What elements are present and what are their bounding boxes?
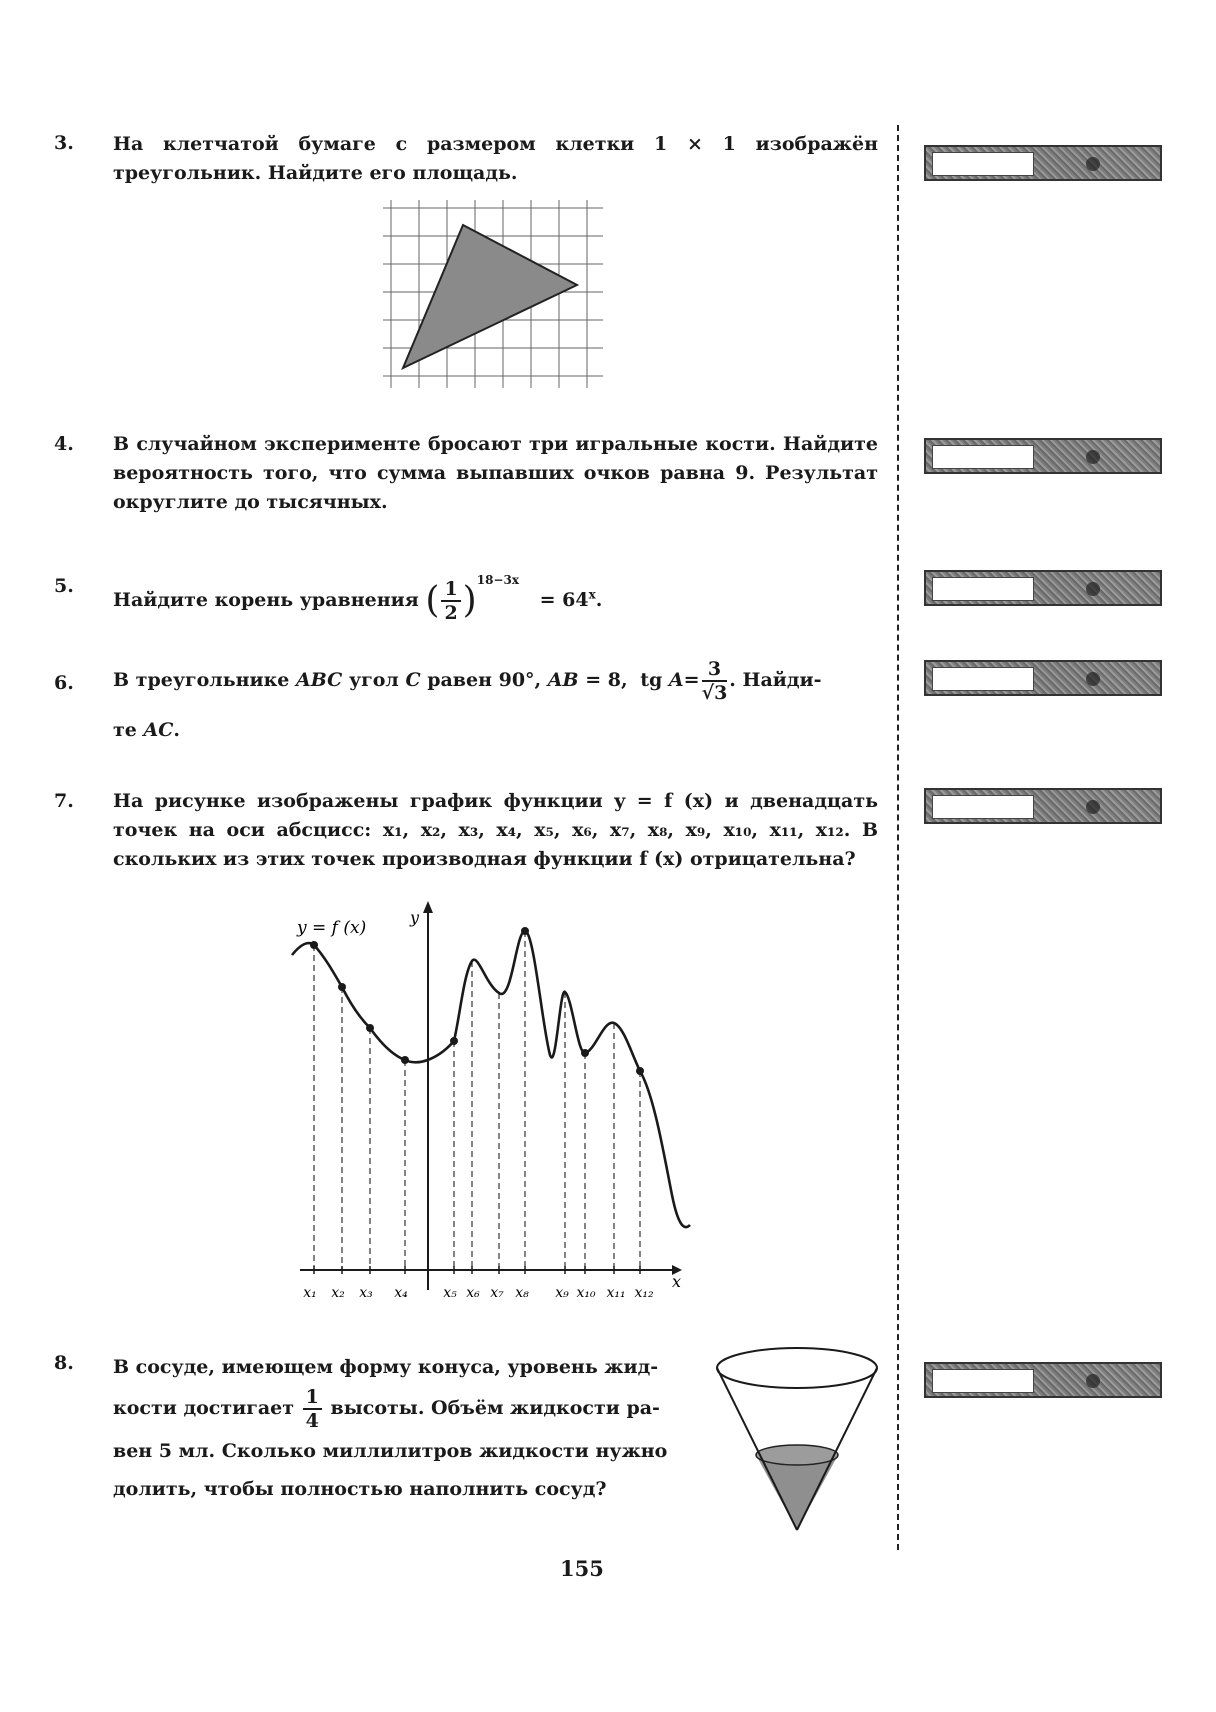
p6-part4: = 8, bbox=[585, 669, 628, 691]
function-curve bbox=[292, 931, 690, 1227]
p5-end: . bbox=[595, 589, 603, 611]
grid-figure bbox=[383, 200, 608, 390]
problem-4-text: В случайном эксперименте бросают три игральные кости. Найдите вероятность того, что сумма выпавших очков равна 9. Результат округлите до тысячных. bbox=[113, 433, 878, 513]
problem-5-text: Найдите корень уравнения ( $\frac{1}{2}$ )$^{18-3x} = 64^x$. bbox=[113, 573, 603, 624]
answer-field-5[interactable] bbox=[932, 577, 1034, 601]
answer-field-7[interactable] bbox=[932, 795, 1034, 819]
problem-3-text: На клетчатой бумаге с размером клетки 1 × 1 изображён треугольник. Найдите его площадь. bbox=[113, 133, 878, 184]
problem-6-number: 6. bbox=[54, 672, 74, 694]
liquid-surface bbox=[756, 1445, 838, 1465]
answer-box-5[interactable] bbox=[924, 570, 1162, 606]
x-label: x₁₁ bbox=[606, 1285, 626, 1301]
p6-ac: AC bbox=[143, 719, 174, 741]
y-axis-arrow bbox=[423, 901, 433, 913]
p6-end: . bbox=[173, 719, 180, 741]
p6-part2: угол bbox=[348, 669, 399, 691]
problem-3-number: 3. bbox=[54, 132, 74, 154]
answer-field-6[interactable] bbox=[932, 667, 1034, 691]
x-label: x₄ bbox=[394, 1285, 408, 1301]
p6-ab: AB bbox=[547, 669, 579, 691]
problem-7-number: 7. bbox=[54, 790, 74, 812]
page-number: 155 bbox=[560, 1556, 604, 1581]
x-label: x₉ bbox=[555, 1285, 569, 1301]
p8-line1: В сосуде, имеющем форму конуса, уровень жид- bbox=[113, 1356, 659, 1378]
x-label: x₃ bbox=[359, 1285, 373, 1301]
answer-box-6[interactable] bbox=[924, 660, 1162, 696]
p5-fraction: $\frac{1}{2}$ bbox=[441, 578, 460, 624]
p5-lead: Найдите корень уравнения bbox=[113, 589, 419, 611]
p6-tg: tg bbox=[640, 669, 663, 691]
x-label: x₇ bbox=[490, 1285, 504, 1301]
cone-liquid bbox=[756, 1455, 838, 1530]
answer-box-8[interactable] bbox=[924, 1362, 1162, 1398]
cone-rim bbox=[717, 1348, 877, 1388]
x-label: x₅ bbox=[443, 1285, 457, 1301]
answer-field-3[interactable] bbox=[932, 152, 1034, 176]
problem-5-number: 5. bbox=[54, 575, 74, 597]
p8-line2a: кости достигает bbox=[113, 1397, 295, 1419]
cone-figure bbox=[712, 1340, 892, 1540]
p5-exponent: 18−3x bbox=[476, 573, 519, 587]
answer-field-8[interactable] bbox=[932, 1369, 1034, 1393]
x-label: x₁₂ bbox=[634, 1285, 654, 1301]
triangle bbox=[403, 225, 577, 368]
problem-6-text bbox=[113, 655, 878, 755]
p6-abc: ABC bbox=[296, 669, 343, 691]
p6-part3: равен 90°, bbox=[427, 669, 542, 691]
scan-mark bbox=[1086, 157, 1100, 171]
problem-4-number: 4. bbox=[54, 433, 74, 455]
p8-fraction: $\frac{1}{4}$ bbox=[303, 1386, 322, 1432]
x-label: x₈ bbox=[515, 1285, 529, 1301]
function-label: y = f (x) bbox=[297, 918, 367, 938]
y-axis-label: y bbox=[410, 908, 420, 927]
p6-fraction: $\frac{3}{√3}$ bbox=[701, 658, 728, 704]
p6-part6: те bbox=[113, 719, 137, 741]
scan-mark bbox=[1086, 672, 1100, 686]
x-label: x₁ bbox=[303, 1285, 317, 1301]
problem-8-number: 8. bbox=[54, 1352, 74, 1374]
problem-8-text bbox=[113, 1348, 698, 1508]
p6-eq: = bbox=[683, 669, 700, 691]
scan-mark bbox=[1086, 582, 1100, 596]
p6-c: C bbox=[405, 669, 421, 691]
margin-divider bbox=[897, 125, 899, 1550]
answer-field-4[interactable] bbox=[932, 445, 1034, 469]
scan-mark bbox=[1086, 450, 1100, 464]
p6-part1: В треугольнике bbox=[113, 669, 290, 691]
answer-box-3[interactable] bbox=[924, 145, 1162, 181]
p6-a: A bbox=[668, 669, 684, 691]
p8-line2b: высоты. Объём жидкости ра- bbox=[330, 1397, 660, 1419]
x-label: x₂ bbox=[331, 1285, 345, 1301]
x-axis-label: x bbox=[672, 1272, 682, 1291]
p5-rhs: = 64 bbox=[539, 589, 589, 611]
problem-7-text: На рисунке изображены график функции y = f (x) и двенадцать точек на оси абсцисс: x₁, x₂, x₃, x₄, x₅, x₆, x₇, x₈, x₉, x₁₀, x₁₁, x₁₂. В скольких из этих точек производная функции f (x) отрицательна? bbox=[113, 790, 878, 870]
answer-box-7[interactable] bbox=[924, 788, 1162, 824]
function-graph bbox=[280, 895, 710, 1315]
answer-box-4[interactable] bbox=[924, 438, 1162, 474]
scan-mark bbox=[1086, 800, 1100, 814]
p6-part5: . Найди- bbox=[729, 669, 822, 691]
x-label: x₆ bbox=[466, 1285, 480, 1301]
p8-line4: долить, чтобы полностью наполнить сосуд? bbox=[113, 1478, 607, 1500]
p5-rhs-exp: x bbox=[588, 587, 596, 602]
scan-mark bbox=[1086, 1374, 1100, 1388]
p8-line3: вен 5 мл. Сколько миллилитров жидкости нужно bbox=[113, 1440, 668, 1462]
x-label: x₁₀ bbox=[576, 1285, 596, 1301]
